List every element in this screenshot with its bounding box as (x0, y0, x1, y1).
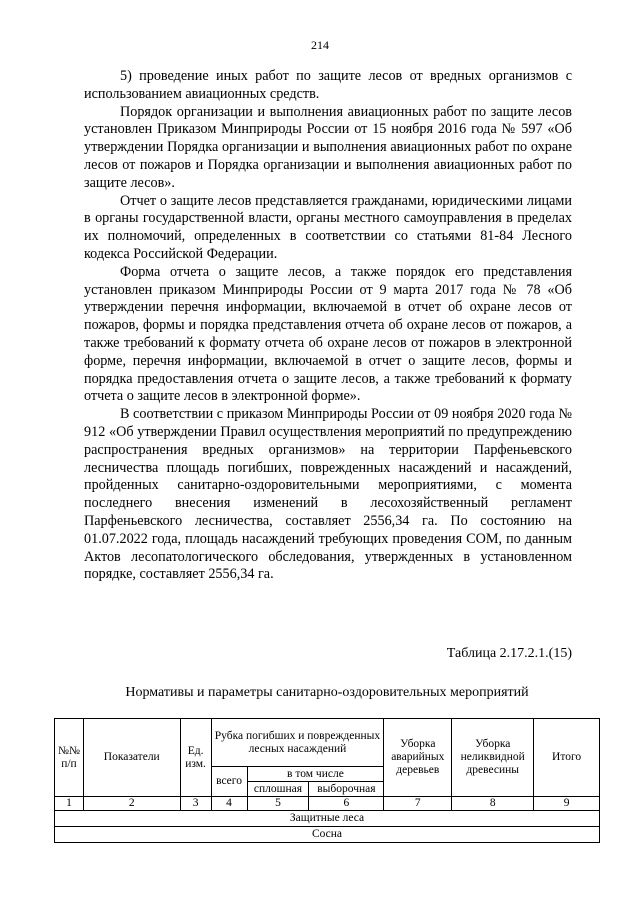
table-caption: Таблица 2.17.2.1.(15) (446, 646, 572, 661)
column-number: 7 (384, 797, 452, 811)
column-number: 2 (83, 797, 180, 811)
column-number: 6 (309, 797, 384, 811)
table-title: Нормативы и параметры санитарно-оздоровительных мероприятий (125, 685, 529, 700)
header-including: в том числе (247, 767, 384, 782)
header-indicators: Показатели (83, 719, 180, 797)
column-number: 5 (247, 797, 309, 811)
paragraph: В соответствии с приказом Минприроды России от 09 ноября 2020 года № 912 «Об утверждении Правил осуществления мероприятий по предупреждению распространения вредных организмов» на территории Парфеньевского лесничества площадь погибших, поврежденных насаждений и насаждений, пройденных санитарно-оздоровительными мероприятиями, с момента последнего внесения изменений в лесохозяйственный регламент Парфеньевского лесничества, составляет 2556,34 га. По состоянию на 01.07.2022 года, площадь насаждений требующих проведения СОМ, по данным Актов лесопатологического обследования, утвержденных в установленном порядке, составляет 2556,34 га. (84, 406, 572, 583)
norms-table (54, 718, 600, 843)
paragraph: Отчет о защите лесов представляется гражданами, юридическими лицами в органы государственной власти, органы местного самоуправления в пределах их полномочий, определенных в соответствии со статьями 81-84 Лесного кодекса Российской Федерации. (84, 192, 572, 262)
column-number: 8 (452, 797, 534, 811)
header-unit: Ед. изм. (180, 719, 211, 797)
header-felling-total: всего (211, 767, 247, 797)
header-clear-felling: сплошная (247, 782, 309, 797)
header-total-sum: Итого (534, 719, 600, 797)
header-emergency-trees: Уборка аварийных деревьев (384, 719, 452, 797)
section-row: Сосна (55, 827, 600, 843)
column-number: 1 (55, 797, 84, 811)
paragraph: Порядок организации и выполнения авиационных работ по защите лесов установлен Приказом Минприроды России от 15 ноября 2016 года № 597 «Об утверждении Порядка организации и выполнения авиационных работ по охране лесов от пожаров и Порядка организации и выполнения авиационных работ по защите лесов». (84, 103, 572, 191)
header-felling: Рубка погибших и поврежденных лесных насаждений (211, 719, 384, 767)
header-illiquid-wood: Уборка неликвидной древесины (452, 719, 534, 797)
paragraph: Форма отчета о защите лесов, а также порядок его представления установлен приказом Минприроды России от 9 марта 2017 года № 78 «Об утверждении перечня информации, включаемой в отчет об охране лесов от пожаров, формы и порядка представления отчета об охране лесов от пожаров, а также требований к формату отчета об охране лесов от пожаров в электронной форме, перечня информации, включаемой в отчет о защите лесов, формы и порядка предоставления отчета о защите лесов, а также требований к формату отчета о защите лесов в электронной форме». (84, 263, 572, 405)
paragraph: 5) проведение иных работ по защите лесов от вредных организмов с использованием авиационных средств. (84, 68, 572, 102)
column-number: 9 (534, 797, 600, 811)
page-number: 214 (311, 38, 329, 52)
column-number: 4 (211, 797, 247, 811)
body-text (84, 68, 572, 584)
header-selective-felling: выборочная (309, 782, 384, 797)
column-number: 3 (180, 797, 211, 811)
section-row: Защитные леса (55, 811, 600, 827)
header-num: №№ п/п (55, 719, 84, 797)
